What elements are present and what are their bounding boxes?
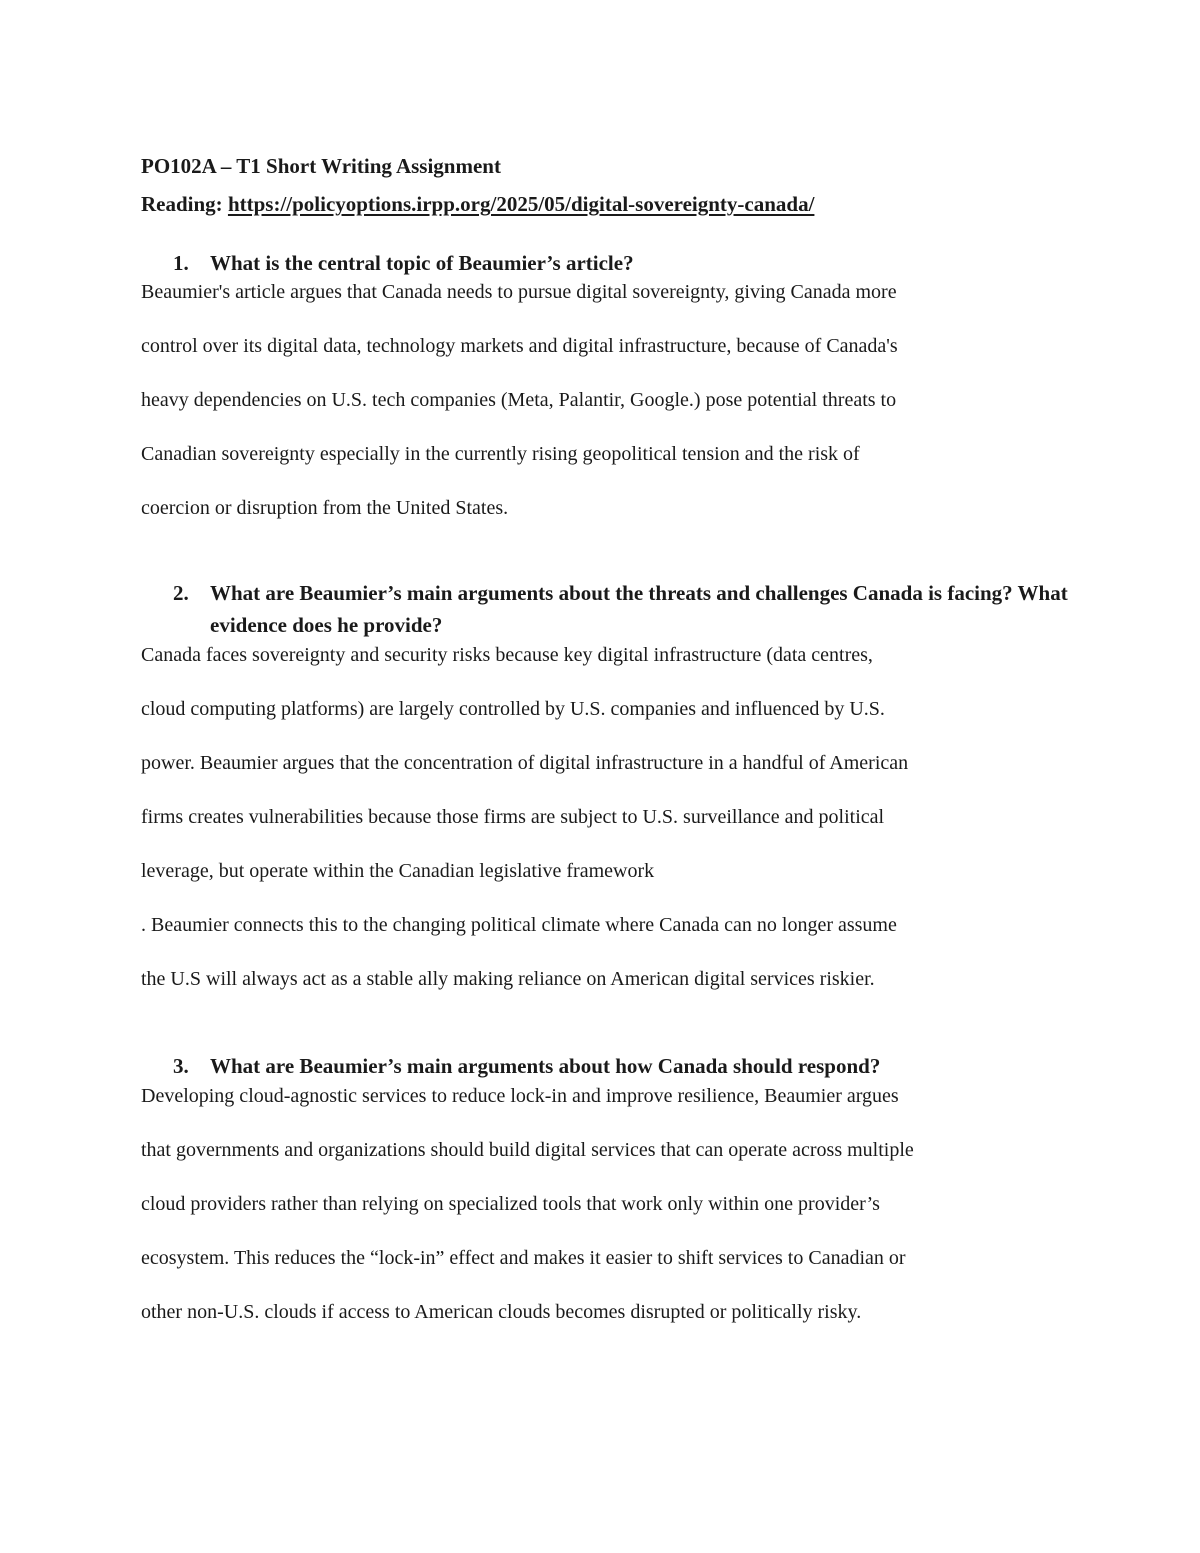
document-title: PO102A – T1 Short Writing Assignment — [141, 154, 501, 178]
answer-line: firms creates vulnerabilities because those firms are subject to U.S. surveillance and political — [141, 806, 885, 828]
answer-2 — [141, 628, 908, 1006]
answer-line: heavy dependencies on U.S. tech companies (Meta, Palantir, Google.) pose potential threats to — [141, 389, 897, 411]
answer-line: Beaumier's article argues that Canada needs to pursue digital sovereignty, giving Canada more — [141, 281, 897, 303]
reading-label: Reading: — [141, 192, 223, 216]
answer-line: coercion or disruption from the United States. — [141, 497, 509, 519]
answer-line: power. Beaumier argues that the concentration of digital infrastructure in a handful of American — [141, 752, 909, 774]
answer-line: Canada faces sovereignty and security risks because key digital infrastructure (data centres, — [141, 644, 873, 666]
question-number: 1. — [173, 251, 189, 275]
question-number: 3. — [173, 1054, 189, 1078]
answer-line: Canadian sovereignty especially in the currently rising geopolitical tension and the risk of — [141, 443, 860, 465]
answer-line: . Beaumier connects this to the changing political climate where Canada can no longer assume — [141, 914, 897, 936]
question-number: 2. — [173, 581, 189, 605]
answer-line: cloud computing platforms) are largely controlled by U.S. companies and influenced by U.S. — [141, 698, 885, 720]
answer-line: control over its digital data, technology markets and digital infrastructure, because of Canada's — [141, 335, 898, 357]
question-text: What are Beaumier’s main arguments about the threats and challenges Canada is facing? What evidence does he provide? — [210, 581, 1068, 637]
answer-line: ecosystem. This reduces the “lock-in” effect and makes it easier to shift services to Canadian or — [141, 1247, 906, 1269]
reading-line — [141, 192, 814, 217]
answer-1 — [141, 265, 898, 535]
answer-line: leverage, but operate within the Canadian legislative framework — [141, 860, 655, 882]
answer-line: the U.S will always act as a stable ally making reliance on American digital services riskier. — [141, 968, 875, 990]
answer-line: other non-U.S. clouds if access to American clouds becomes disrupted or politically risky. — [141, 1301, 862, 1323]
answer-line: Developing cloud-agnostic services to reduce lock-in and improve resilience, Beaumier argues — [141, 1085, 899, 1107]
reading-link[interactable]: https://policyoptions.irpp.org/2025/05/digital-sovereignty-canada/ — [227, 192, 815, 216]
question-text: What are Beaumier’s main arguments about how Canada should respond? — [210, 1054, 881, 1078]
question-text: What is the central topic of Beaumier’s article? — [210, 251, 634, 275]
answer-line: cloud providers rather than relying on specialized tools that work only within one provider’s — [141, 1193, 880, 1215]
answer-line: that governments and organizations should build digital services that can operate across multiple — [141, 1139, 914, 1161]
answer-3 — [141, 1069, 914, 1339]
